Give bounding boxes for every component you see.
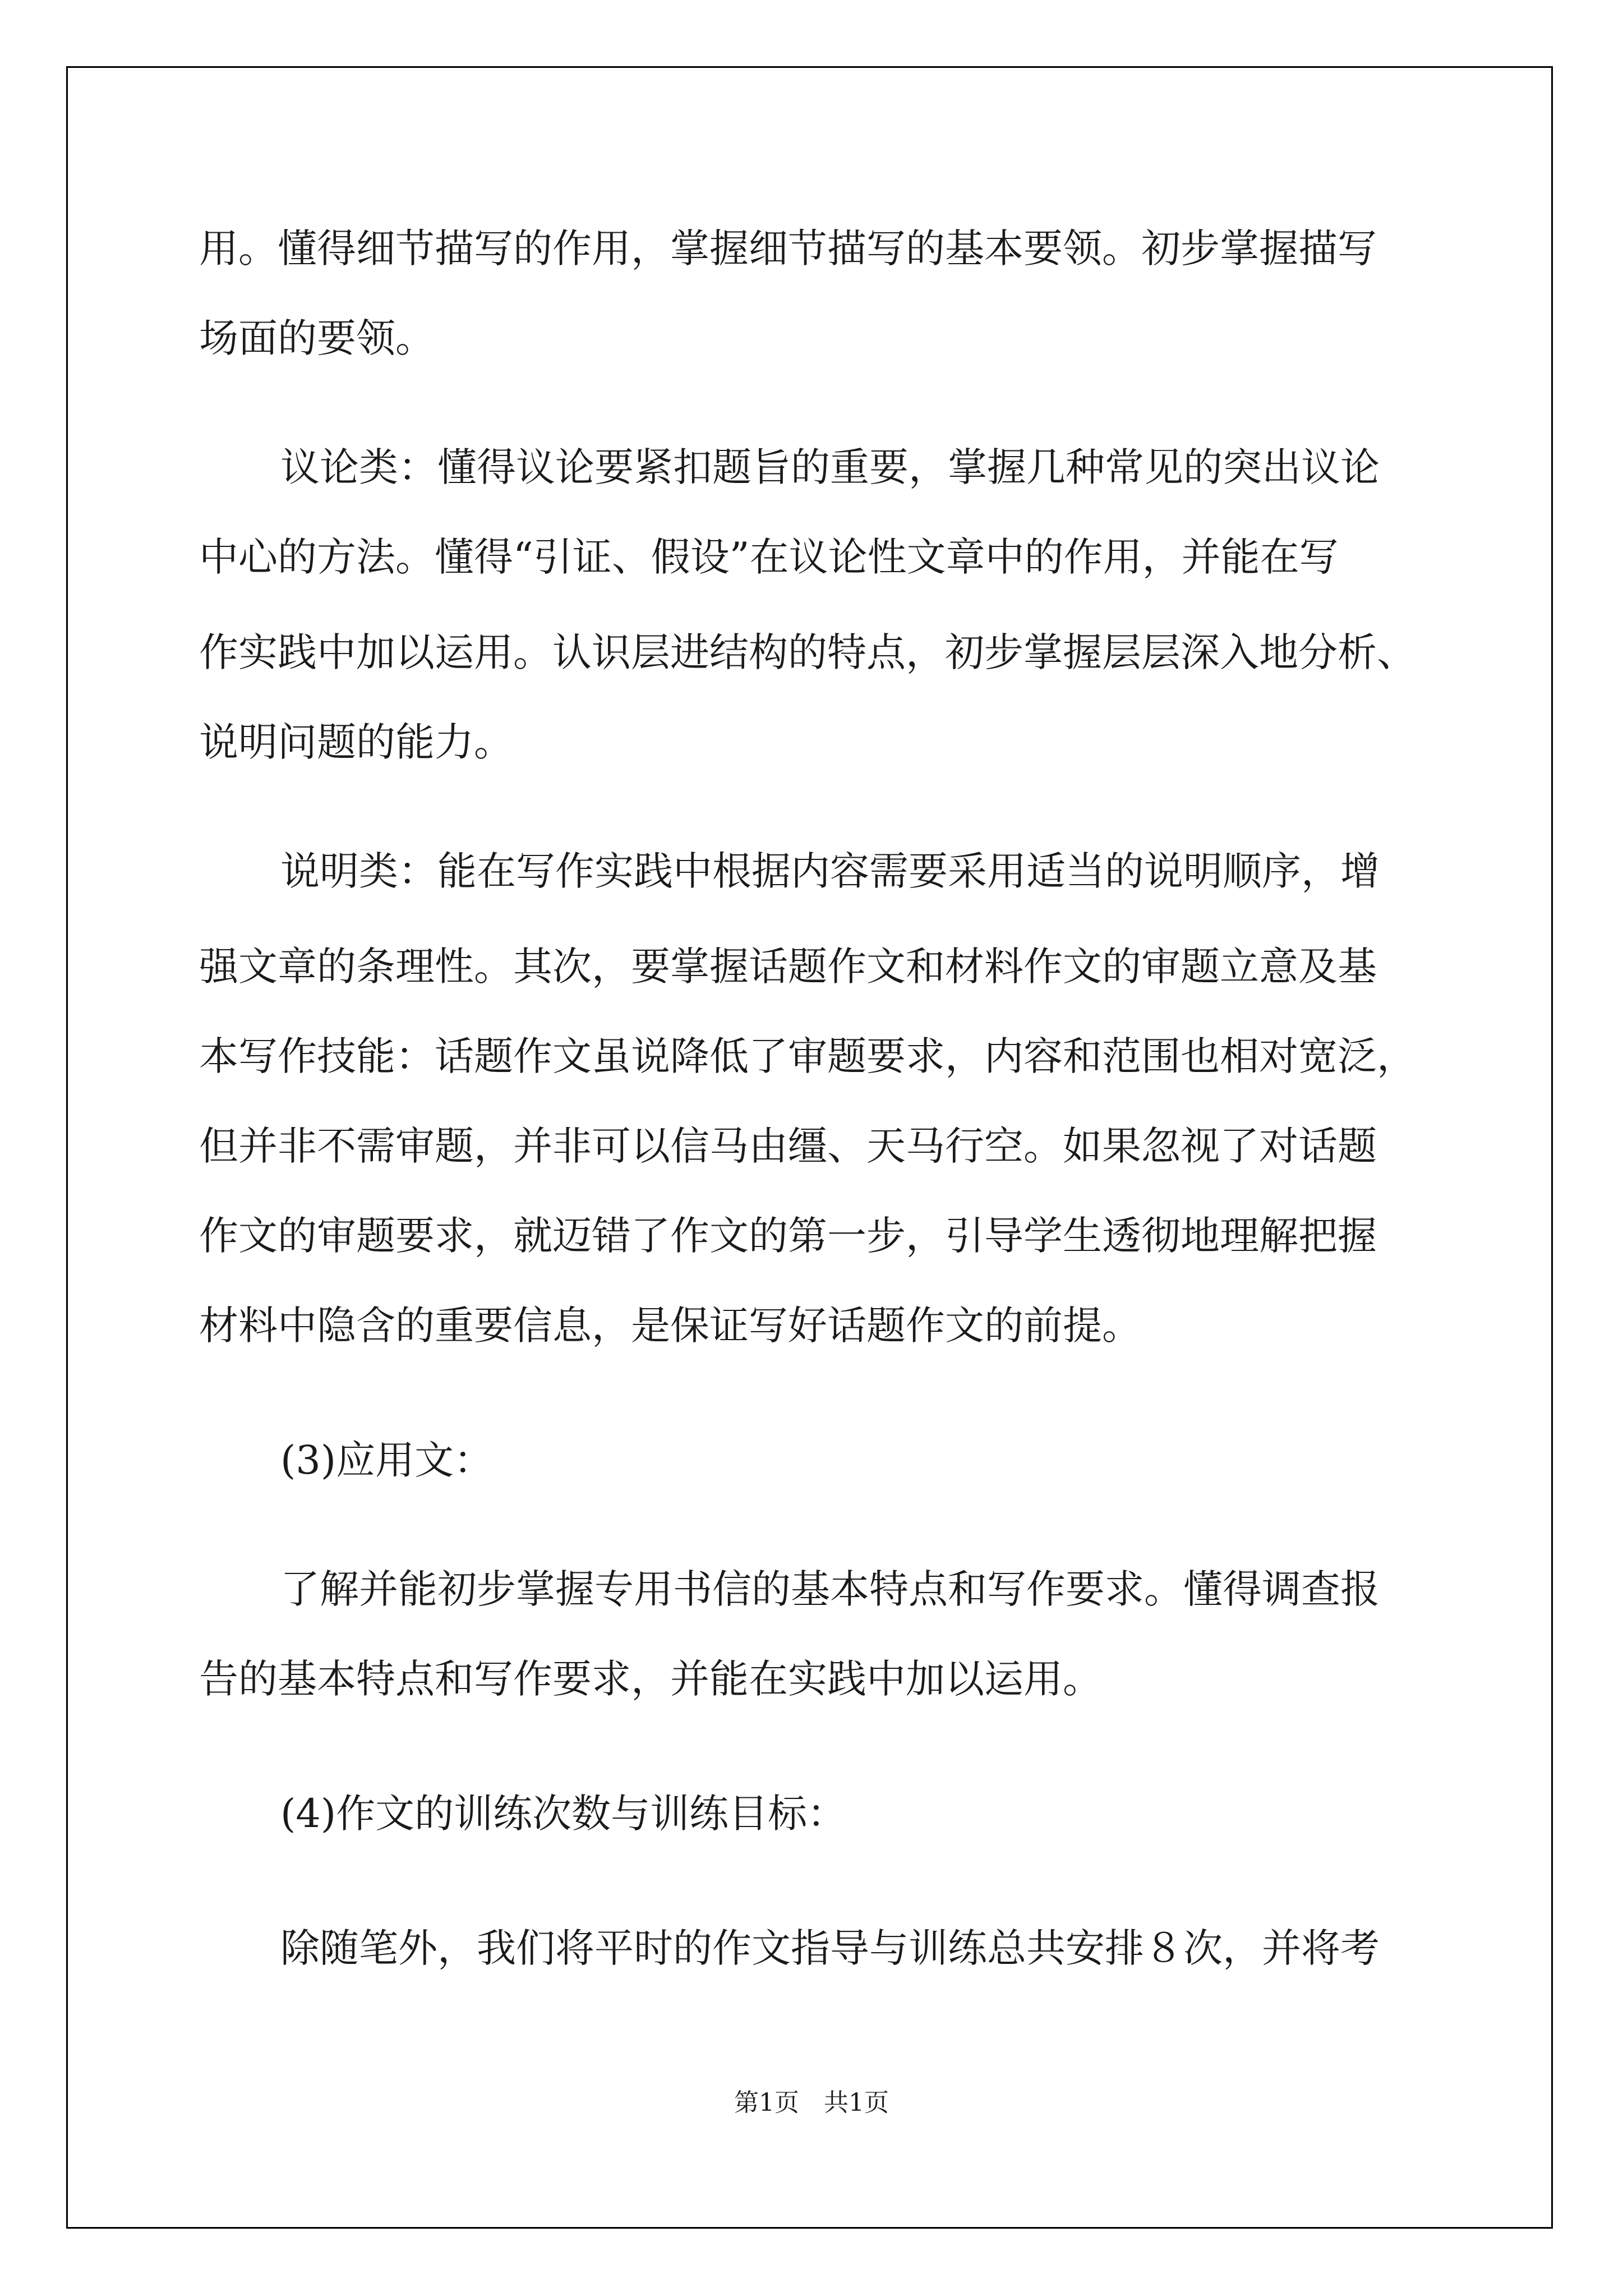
body-text-line: 材料中隐含的重要信息，是保证写好话题作文的前提。: [199, 1303, 1141, 1349]
body-text-line: (4)作文的训练次数与训练目标：: [280, 1791, 847, 1837]
page-number-footer: 第1页 共1页: [734, 2088, 889, 2117]
body-text-line: (3)应用文：: [280, 1437, 494, 1483]
body-text-line: 场面的要领。: [199, 315, 435, 361]
body-text-line: 但并非不需审题，并非可以信马由缰、天马行空。如果忽视了对话题: [199, 1123, 1377, 1169]
body-text-line: 用。懂得细节描写的作用，掌握细节描写的基本要领。初步掌握描写: [199, 226, 1377, 272]
body-text-line: 说明问题的能力。: [199, 719, 513, 765]
body-text-line: 作实践中加以运用。认识层进结构的特点，初步掌握层层深入地分析、: [199, 629, 1416, 675]
body-text-line: 本写作技能：话题作文虽说降低了审题要求，内容和范围也相对宽泛，: [199, 1033, 1416, 1079]
body-text-line: 强文章的条理性。其次，要掌握话题作文和材料作文的审题立意及基: [199, 944, 1377, 990]
body-text-line: 说明类：能在写作实践中根据内容需要采用适当的说明顺序，增: [280, 848, 1380, 894]
body-text-line: 议论类：懂得议论要紧扣题旨的重要，掌握几种常见的突出议论: [280, 444, 1380, 490]
body-text-line: 告的基本特点和写作要求，并能在实践中加以运用。: [199, 1656, 1102, 1702]
body-text-line: 了解并能初步掌握专用书信的基本特点和写作要求。懂得调查报: [280, 1566, 1380, 1612]
body-text-line: 除随笔外，我们将平时的作文指导与训练总共安排８次，并将考: [280, 1925, 1380, 1971]
body-text-line: 作文的审题要求，就迈错了作文的第一步，引导学生透彻地理解把握: [199, 1213, 1377, 1259]
body-text-line: 中心的方法。懂得“引证、假设”在议论性文章中的作用，并能在写: [199, 534, 1339, 580]
